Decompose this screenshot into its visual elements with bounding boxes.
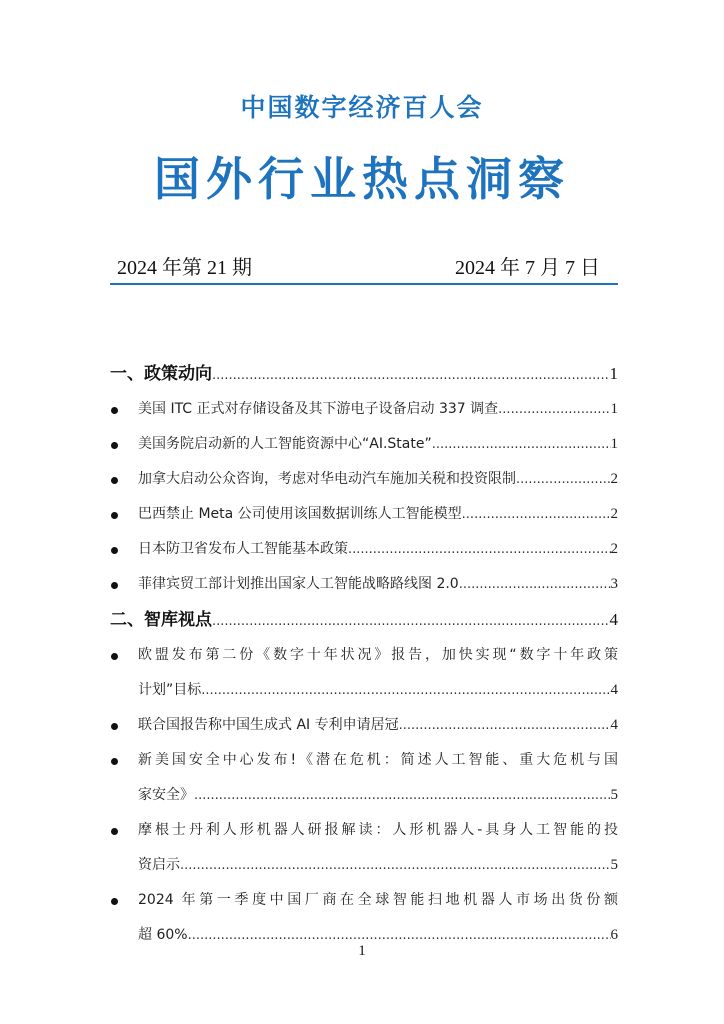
toc-item-label: 美国 ITC 正式对存储设备及其下游电子设备启动 337 调查 xyxy=(138,401,499,417)
toc-page-number: 1 xyxy=(609,364,618,383)
org-name: 中国数字经济百人会 xyxy=(240,93,484,122)
toc-section-think-tank[interactable] xyxy=(110,602,618,638)
leader-dots xyxy=(432,427,611,462)
leader-dots xyxy=(462,497,611,532)
toc-section-policy[interactable] xyxy=(110,356,618,392)
toc-item-label-line1: 摩根士丹利人形机器人研报解读：人形机器人-具身人工智能的投 xyxy=(138,822,618,838)
toc-item[interactable] xyxy=(110,567,618,602)
toc-item-label-line2: 资启示 xyxy=(138,857,180,873)
toc-item[interactable] xyxy=(110,462,618,497)
bullet-icon xyxy=(111,477,118,484)
issue-date: 2024 年 7 月 7 日 xyxy=(455,257,600,279)
issue-number: 2024 年第 21 期 xyxy=(117,257,252,279)
issue-info-row xyxy=(110,251,618,285)
toc-page-number: 1 xyxy=(610,401,618,417)
toc-page-number: 2 xyxy=(610,506,618,522)
leader-dots xyxy=(201,673,610,708)
bullet-icon xyxy=(111,653,118,660)
page-number-footer: 1 xyxy=(358,943,366,959)
bullet-icon xyxy=(111,547,118,554)
toc-section-label: 二、智库视点 xyxy=(110,610,212,630)
toc-page-number: 2 xyxy=(610,471,618,487)
toc-item-label-line1: 欧盟发布第二份《数字十年状况》报告，加快实现“数字十年政策 xyxy=(138,647,618,663)
toc-item[interactable] xyxy=(110,427,618,462)
bullet-icon xyxy=(111,442,118,449)
report-title: 国外行业热点洞察 xyxy=(154,152,570,206)
toc-page-number: 2 xyxy=(610,541,618,557)
leader-dots xyxy=(212,358,610,394)
leader-dots xyxy=(516,462,611,497)
bullet-icon xyxy=(111,758,118,765)
leader-dots xyxy=(498,392,610,427)
toc-item-label: 日本防卫省发布人工智能基本政策 xyxy=(138,541,348,557)
toc-item[interactable] xyxy=(110,743,618,813)
toc-item-label-line2: 计划”目标 xyxy=(138,682,202,698)
toc-page-number: 5 xyxy=(610,787,618,803)
bullet-icon xyxy=(111,828,118,835)
leader-dots xyxy=(348,532,611,567)
toc-item[interactable] xyxy=(110,813,618,883)
bullet-icon xyxy=(111,723,118,730)
toc-item-label: 加拿大启动公众咨询，考虑对华电动汽车施加关税和投资限制 xyxy=(138,471,516,487)
toc-item[interactable] xyxy=(110,532,618,567)
toc-item[interactable] xyxy=(110,638,618,708)
toc-item-label: 巴西禁止 Meta 公司使用该国数据训练人工智能模型 xyxy=(138,506,462,522)
toc-page-number: 1 xyxy=(610,436,618,452)
toc-section-label: 一、政策动向 xyxy=(110,364,212,384)
toc-item-label: 美国务院启动新的人工智能资源中心“AI.State” xyxy=(138,436,432,452)
toc-item-label: 菲律宾贸工部计划推出国家人工智能战略路线图 2.0 xyxy=(138,576,459,592)
bullet-icon xyxy=(111,582,118,589)
toc-item[interactable] xyxy=(110,392,618,427)
toc-page-number: 6 xyxy=(610,927,618,943)
toc-item[interactable] xyxy=(110,497,618,532)
toc-page-number: 4 xyxy=(610,682,618,698)
leader-dots xyxy=(399,708,611,743)
toc-page-number: 5 xyxy=(610,857,618,873)
toc-item[interactable] xyxy=(110,708,618,743)
leader-dots xyxy=(212,604,610,640)
bullet-icon xyxy=(111,512,118,519)
toc-page-number: 3 xyxy=(610,576,618,592)
bullet-icon xyxy=(111,898,118,905)
toc-item-label: 联合国报告称中国生成式 AI 专利申请居冠 xyxy=(138,717,399,733)
leader-dots xyxy=(194,778,611,813)
leader-dots xyxy=(180,848,611,883)
toc-item-label-line2: 超 60% xyxy=(138,927,188,943)
toc-item-label-line1: 2024 年第一季度中国厂商在全球智能扫地机器人市场出货份额 xyxy=(138,892,618,908)
toc-page-number: 4 xyxy=(610,717,618,733)
toc-item-label-line1: 新美国安全中心发布!《潜在危机：简述人工智能、重大危机与国 xyxy=(138,752,618,768)
table-of-contents xyxy=(110,356,618,953)
bullet-icon xyxy=(111,407,118,414)
toc-item-label-line2: 家安全》 xyxy=(138,787,194,803)
toc-page-number: 4 xyxy=(609,610,618,629)
leader-dots xyxy=(459,567,611,602)
